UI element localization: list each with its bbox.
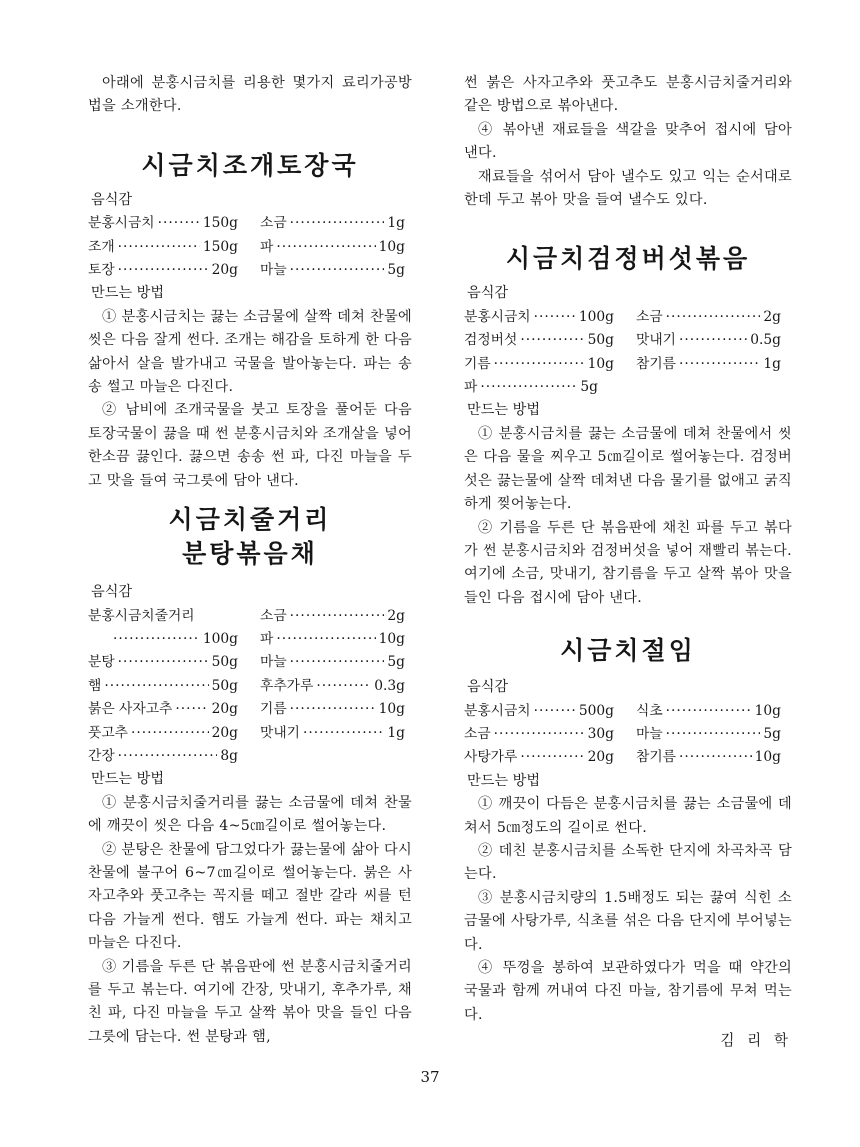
ingredient-row: 파 ····· 10g	[260, 236, 405, 259]
ingredient-row: 마늘 ····· 5g	[636, 723, 781, 746]
method-label: 만드는 방법	[91, 285, 165, 302]
continued-paragraph: 썬 붉은 사자고추와 풋고추도 분홍시금치줄거리와 같은 방법으로 볶아낸다.	[464, 75, 792, 115]
ingredient-row: 검정버섯 ····· 50g	[464, 329, 614, 352]
continued-paragraph: 재료들을 섞어서 담아 낼수도 있고 익는 순서대로 한데 두고 볶아 맛을 들여 낼수도 있다.	[464, 168, 792, 209]
intro-paragraph: 아래에 분홍시금치를 리용한 몇가지 료리가공방법을 소개한다.	[88, 75, 412, 115]
step-paragraph: ③ 기름을 두른 단 볶음판에 썬 분홍시금치줄거리를 두고 볶는다. 여기에 간장, 맛내기, 후추가루, 채친 파, 다진 마늘을 두고 살짝 볶아 맛을 들인 다음 그릇에 담는다. 썬 분탕과 햄,	[88, 958, 412, 1045]
step-paragraph: ① 깨끗이 다듬은 분홍시금치를 끓는 소금물에 데쳐서 5㎝정도의 길이로 썬다.	[464, 796, 792, 836]
ingredient-row: 조개 ····· 150g	[88, 236, 238, 259]
step-paragraph: ④ 뚜껑을 봉하여 보관하였다가 먹을 때 약간의 국물과 함께 꺼내여 다진 마늘, 참기름에 무쳐 먹는다.	[464, 960, 792, 1023]
ingredients-label: 음식감	[91, 584, 133, 601]
ingredients-table	[88, 212, 412, 282]
ingredient-row: 분홍시금치 ····· 100g	[464, 306, 614, 329]
ingredient-row: 참기름 ····· 1g	[636, 353, 781, 376]
continued-paragraph: ④ 볶아낸 재료들을 색갈을 맞추어 접시에 담아 낸다.	[464, 121, 792, 162]
ingredient-row: 분홍시금치 ····· 500g	[464, 700, 614, 723]
ingredient-row: 간장 ····· 8g	[88, 745, 238, 768]
ingredient-row-continued: ····· 100g	[88, 628, 238, 651]
recipe-title-line-2: 분탕볶음채	[182, 539, 318, 569]
ingredient-row: 소금 ····· 1g	[260, 212, 405, 235]
page-number: 37	[420, 1068, 440, 1086]
step-paragraph: ③ 분홍시금치량의 1.5배정도 되는 끓여 식힌 소금물에 사탕가루, 식초를 섞은 다음 단지에 부어넣는다.	[464, 889, 792, 953]
ingredient-row: 분홍시금치줄거리	[88, 607, 195, 624]
ingredients-table	[464, 306, 792, 400]
ingredient-row: 풋고추 ····· 20g	[88, 722, 238, 745]
method-label: 만드는 방법	[467, 402, 541, 419]
ingredient-row: 식초 ····· 10g	[636, 700, 781, 723]
ingredient-row: 소금 ····· 30g	[464, 723, 614, 746]
left-column	[88, 72, 412, 1049]
recipe-title: 시금치검정버섯볶음	[505, 244, 751, 274]
ingredients-label: 음식감	[467, 679, 509, 696]
ingredient-row: 파 ····· 5g	[464, 376, 598, 399]
recipe-title: 시금치절임	[560, 636, 696, 666]
ingredients-label: 음식감	[467, 285, 509, 302]
ingredient-row: 분탕 ····· 50g	[88, 651, 238, 674]
recipe-title-line-1: 시금치줄거리	[168, 505, 332, 535]
ingredients-table	[464, 700, 792, 770]
ingredient-row: 파 ····· 10g	[260, 628, 405, 651]
step-paragraph: ① 분홍시금치를 끓는 소금물에 데쳐 찬물에서 씻은 다음 물을 찌우고 5㎝길이로 썰어놓는다. 검정버섯은 끓는물에 살짝 데쳐낸 다음 물기를 없애고 굵직하게 찢어놓는다.	[464, 425, 792, 513]
step-paragraph: ① 분홍시금치줄거리를 끓는 소금물에 데쳐 찬물에 깨끗이 씻은 다음 4~5㎝길이로 썰어놓는다.	[88, 794, 412, 835]
ingredient-row: 맛내기 ····· 0.5g	[636, 329, 781, 352]
method-label: 만드는 방법	[91, 771, 165, 788]
ingredient-row: 소금 ····· 2g	[260, 605, 405, 628]
step-paragraph: ① 분홍시금치는 끓는 소금물에 살짝 데쳐 찬물에 씻은 다음 잘게 썬다. 조개는 해감을 토하게 한 다음 삶아서 살을 발가내고 국물을 발아놓는다. 파는 송송 썰고 마늘은 다진다.	[88, 308, 412, 396]
ingredient-row: 참기름 ····· 10g	[636, 746, 781, 769]
right-column	[464, 72, 792, 1052]
ingredient-row: 기름 ····· 10g	[464, 353, 614, 376]
step-paragraph: ② 남비에 조개국물을 붓고 토장을 풀어둔 다음 토장국물이 끓을 때 썬 분홍시금치와 조개살을 넣어 한소끔 끓인다. 끓으면 송송 썬 파, 다진 마늘을 두고 맛을 들여 국그릇에 담아 낸다.	[88, 402, 412, 489]
method-label: 만드는 방법	[467, 772, 541, 789]
ingredient-row: 토장 ····· 20g	[88, 259, 238, 282]
ingredient-row: 기름 ····· 10g	[260, 698, 405, 721]
ingredient-row: 분홍시금치 ····· 150g	[88, 212, 238, 235]
ingredient-row: 마늘 ····· 5g	[260, 259, 405, 282]
ingredient-row: 후추가루 ····· 0.3g	[260, 675, 405, 698]
step-paragraph: ② 기름을 두른 단 볶음판에 채친 파를 두고 볶다가 썬 분홍시금치와 검정버섯을 넣어 재빨리 볶는다. 여기에 소금, 맛내기, 참기름을 두고 살짝 볶아 맛을 들인 다음 접시에 담아 낸다.	[464, 519, 792, 606]
step-paragraph: ② 분탕은 찬물에 담그었다가 끓는물에 삶아 다시 찬물에 불구어 6~7㎝길이로 썰어놓는다. 붉은 사자고추와 풋고추는 꼭지를 떼고 절반 갈라 씨를 턴 다음 가늘게 썬다. 햄도 가늘게 썬다. 파는 채치고 마늘은 다진다.	[88, 841, 412, 952]
ingredient-row: 사탕가루 ····· 20g	[464, 746, 614, 769]
ingredient-row: 붉은 사자고추 ····· 20g	[88, 698, 238, 721]
ingredient-row: 햄 ····· 50g	[88, 675, 238, 698]
ingredients-table	[88, 605, 412, 769]
ingredient-row: 소금 ····· 2g	[636, 306, 781, 329]
author-name: 김 리 학	[720, 1032, 792, 1050]
ingredients-label: 음식감	[91, 191, 133, 208]
ingredient-row: 맛내기 ····· 1g	[260, 722, 405, 745]
ingredient-row: 마늘 ····· 5g	[260, 651, 405, 674]
recipe-title: 시금치조개토장국	[141, 150, 359, 180]
step-paragraph: ② 데친 분홍시금치를 소독한 단지에 차곡차곡 담는다.	[464, 842, 792, 883]
